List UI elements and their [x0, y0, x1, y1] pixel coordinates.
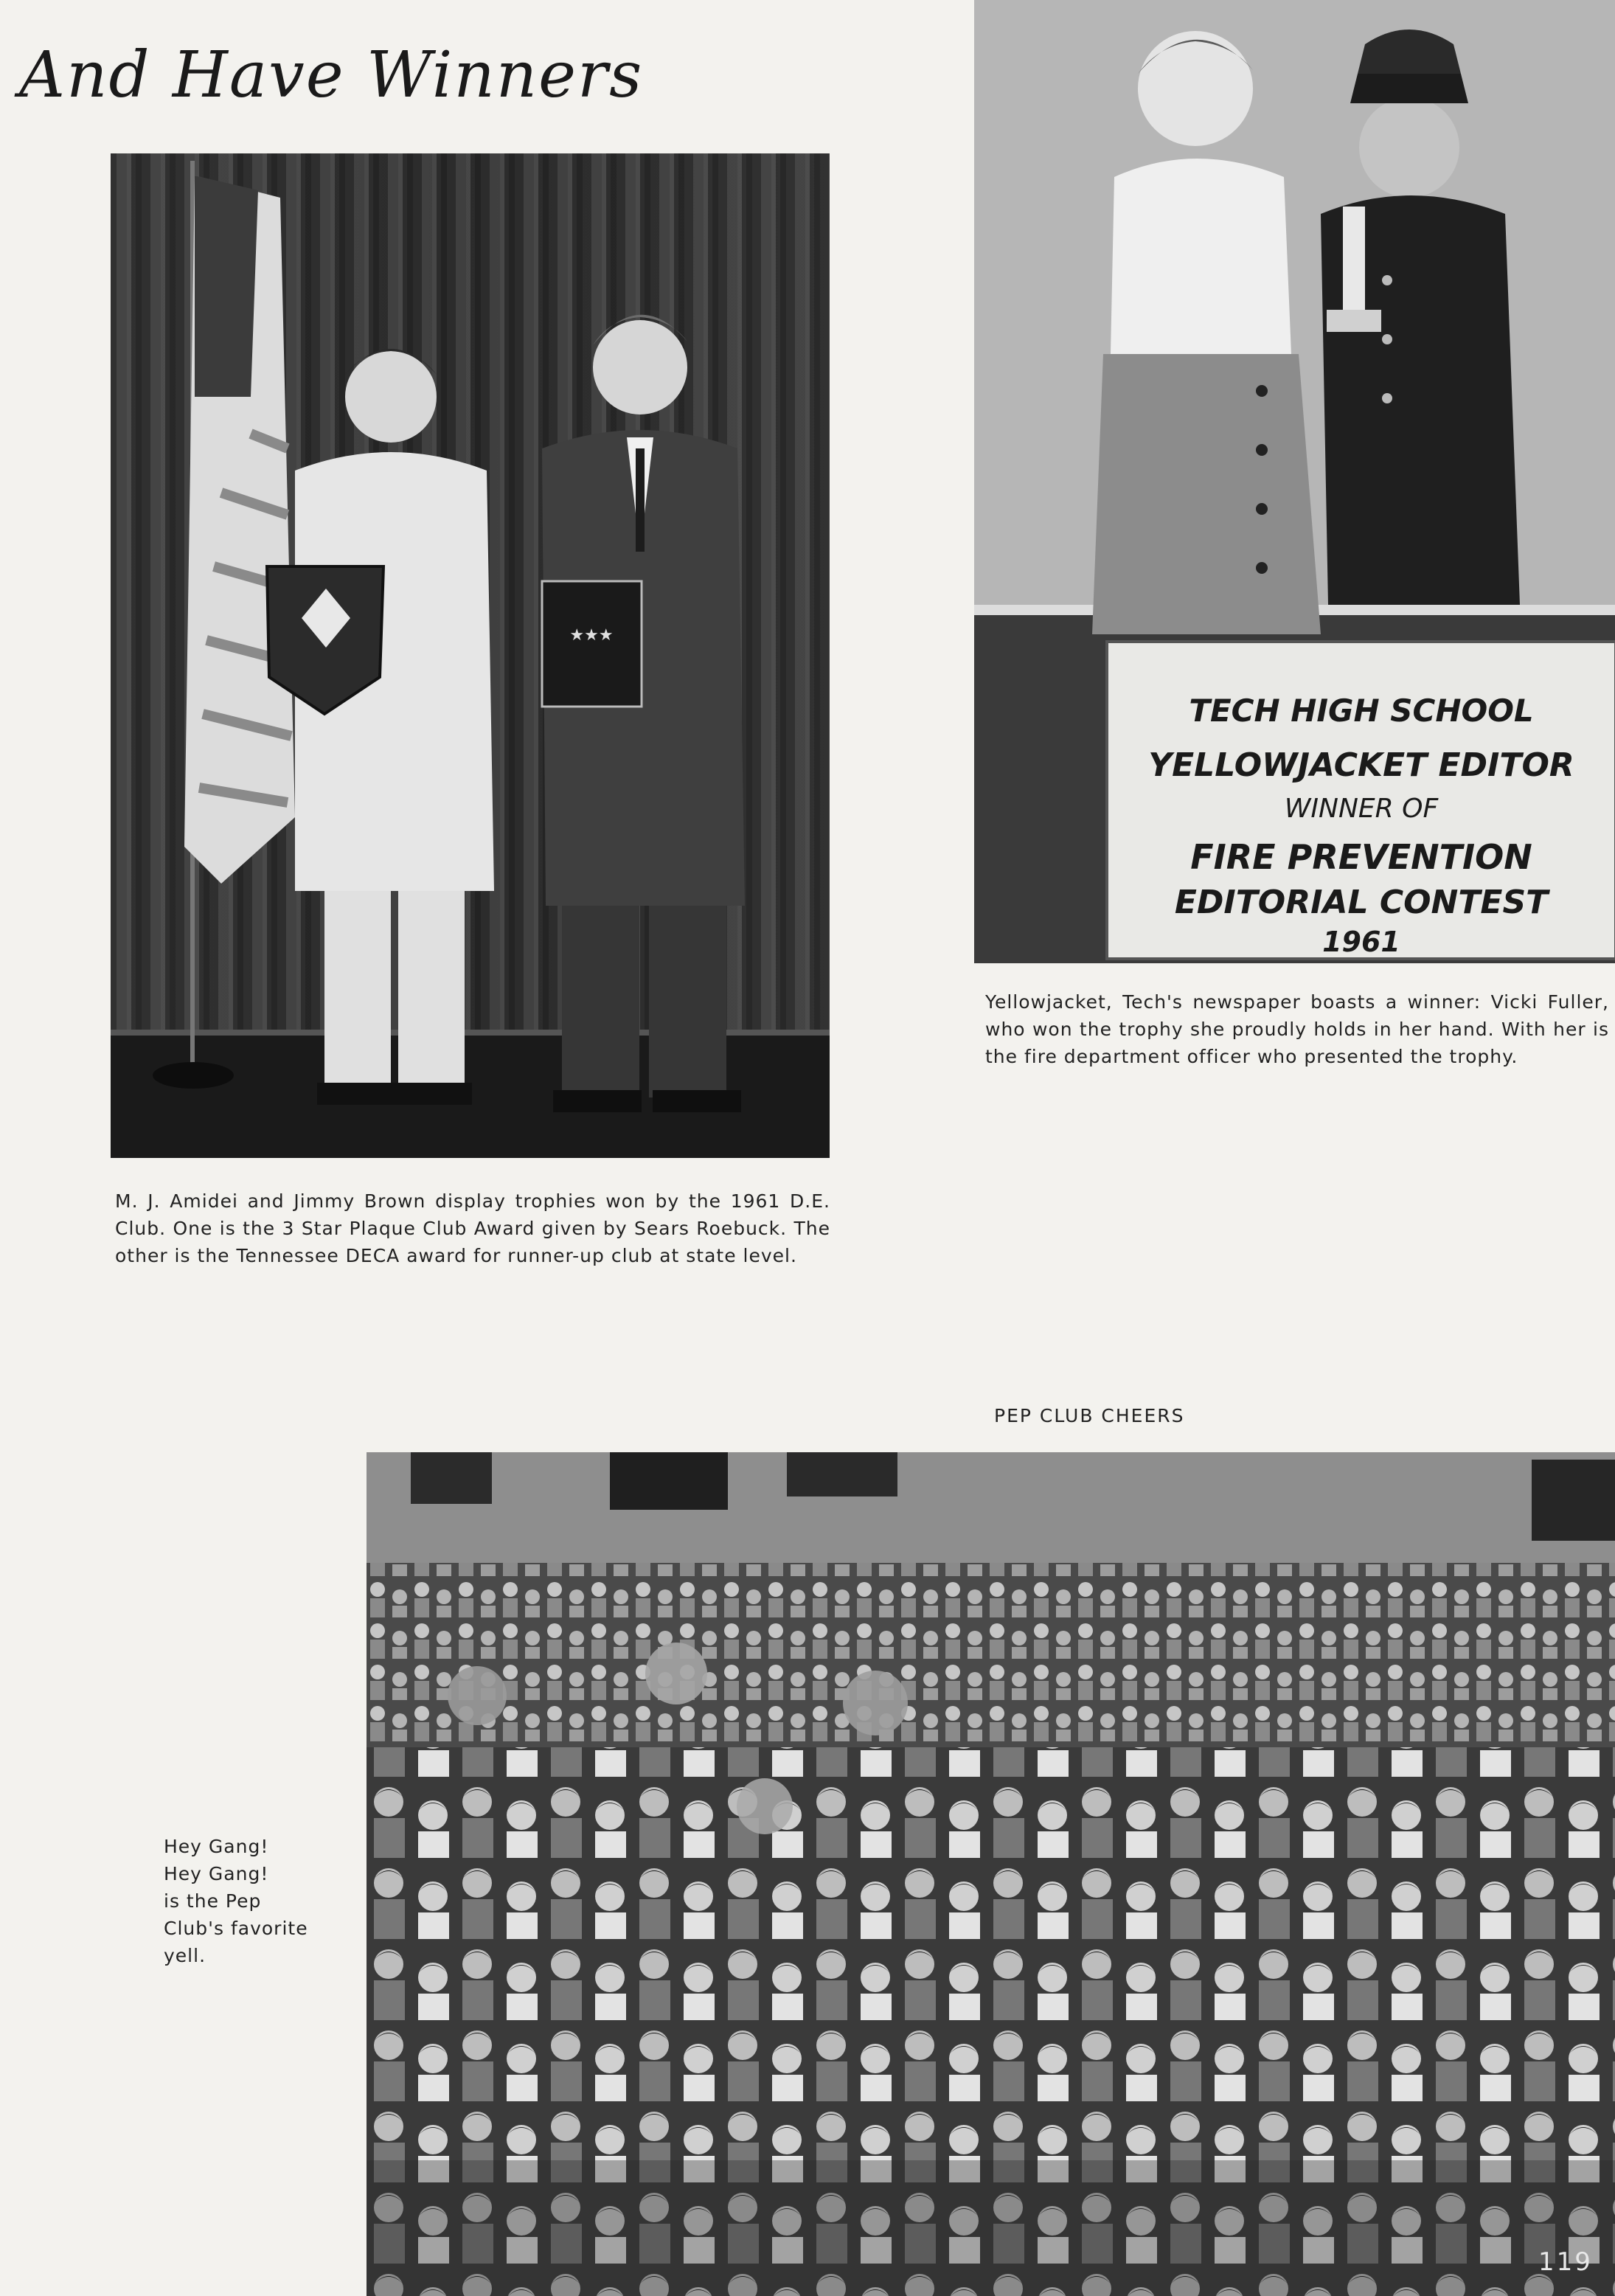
page-title: And Have Winners — [19, 38, 644, 112]
side-caption-line-4: Club's favorite — [164, 1918, 308, 1939]
trophies-photo — [111, 153, 830, 1158]
page-number: 119 — [1538, 2247, 1593, 2277]
pep-club-side-caption — [164, 1833, 333, 1969]
sign-line-5: EDITORIAL CONTEST — [1174, 884, 1549, 921]
pep-club-photo-image — [367, 1452, 1615, 2296]
side-caption-line-3: is the Pep — [164, 1890, 262, 1912]
editor-award-photo — [974, 0, 1615, 963]
sign-line-2: YELLOWJACKET EDITOR — [1148, 746, 1574, 784]
pep-club-heading: PEP CLUB CHEERS — [994, 1405, 1185, 1426]
sign-line-3: WINNER OF — [1284, 794, 1439, 824]
side-caption-line-2: Hey Gang! — [164, 1863, 269, 1884]
trophies-photo-image — [111, 153, 830, 1158]
editor-award-caption: Yellowjacket, Tech's newspaper boasts a winner: Vicki Fuller, who won the trophy she proudly holds in her hand. With her is the fire department officer who presented the trophy. — [985, 991, 1609, 1067]
side-caption-line-1: Hey Gang! — [164, 1836, 269, 1857]
right-plaque-stars: ★★★ — [569, 626, 614, 645]
sign-line-6: 1961 — [1322, 926, 1400, 958]
editor-award-photo-image — [974, 0, 1615, 963]
sign-line-1: TECH HIGH SCHOOL — [1189, 693, 1534, 729]
sign-line-4: FIRE PREVENTION — [1190, 837, 1532, 877]
trophies-caption: M. J. Amidei and Jimmy Brown display trophies won by the 1961 D.E. Club. One is the 3 Star Plaque Club Award given by Sears Roebuck. The other is the Tennessee DECA award for runner-up club at state level. — [115, 1190, 830, 1266]
pep-club-photo — [367, 1452, 1615, 2296]
side-caption-line-5: yell. — [164, 1945, 206, 1966]
